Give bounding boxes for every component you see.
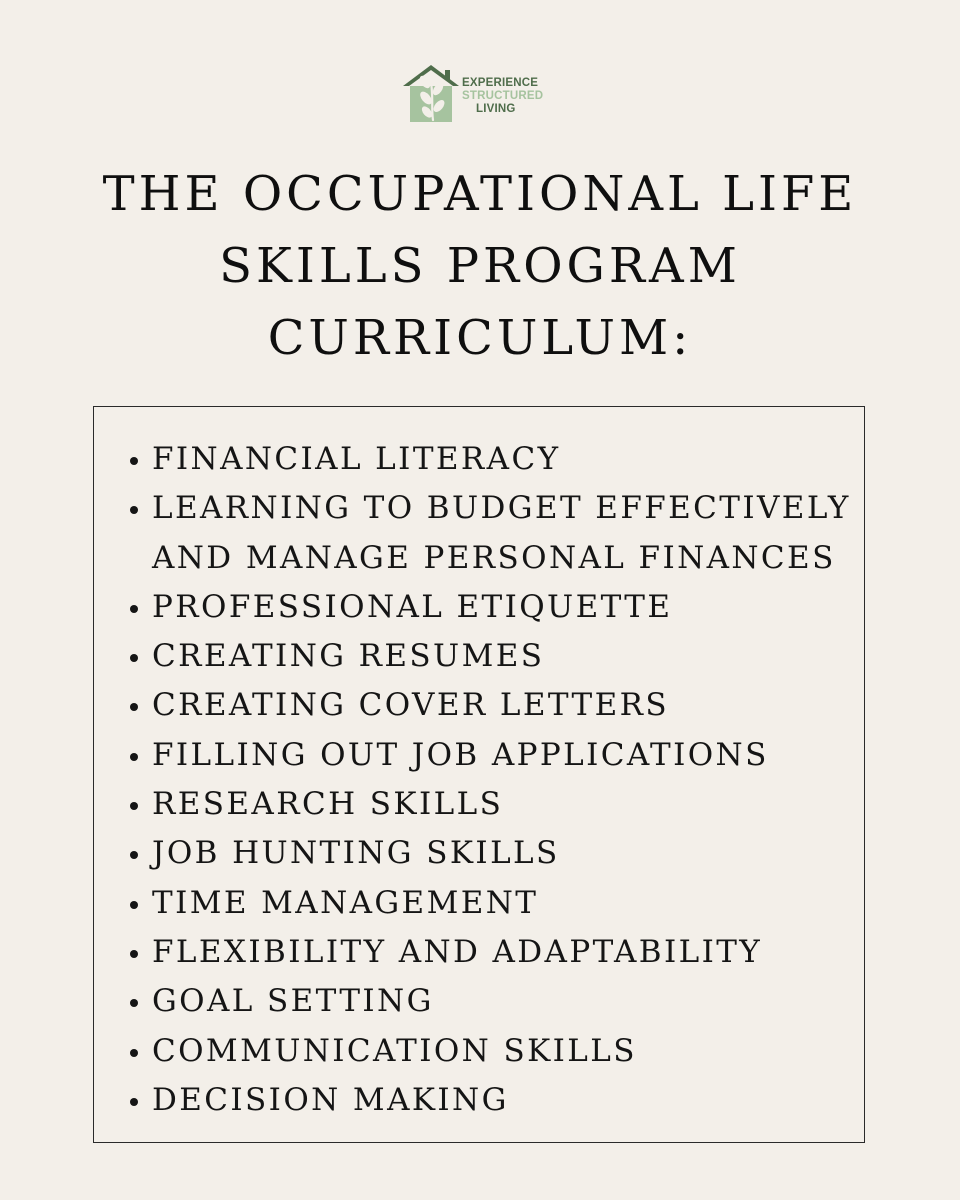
curriculum-box xyxy=(93,406,865,1143)
list-item-text: FLEXIBILITY AND ADAPTABILITY xyxy=(152,933,763,970)
title-line-2: SKILLS PROGRAM xyxy=(219,238,741,294)
list-item-text: TIME MANAGEMENT xyxy=(152,884,539,921)
list-item-text: PROFESSIONAL ETIQUETTE xyxy=(152,588,673,625)
list-item xyxy=(130,484,851,583)
bullet-icon xyxy=(130,753,138,761)
list-item xyxy=(130,879,851,928)
bullet-icon xyxy=(130,457,138,465)
list-item xyxy=(130,632,851,681)
list-item-text: RESEARCH SKILLS xyxy=(152,786,504,823)
bullet-icon xyxy=(130,605,138,613)
list-item-text: JOB HUNTING SKILLS xyxy=(152,835,560,872)
list-item xyxy=(130,731,851,780)
list-item xyxy=(130,1027,851,1076)
bullet-icon xyxy=(130,703,138,711)
bullet-icon xyxy=(130,802,138,810)
brand-line-living: LIVING xyxy=(476,103,516,115)
brand-wordmark xyxy=(462,77,543,116)
brand-logo xyxy=(400,62,570,124)
bullet-icon xyxy=(130,901,138,909)
list-item xyxy=(130,1076,851,1125)
bullet-icon xyxy=(130,950,138,958)
list-item-text: COMMUNICATION SKILLS xyxy=(152,1032,637,1069)
list-item-text: CREATING RESUMES xyxy=(152,638,545,675)
list-item xyxy=(130,829,851,878)
list-item xyxy=(130,928,851,977)
brand-line-structured: STRUCTURED xyxy=(462,90,544,102)
bullet-icon xyxy=(130,999,138,1007)
bullet-icon xyxy=(130,654,138,662)
house-with-leaves-icon xyxy=(400,62,462,124)
list-item-text: GOAL SETTING xyxy=(152,983,434,1020)
list-item-text: FILLING OUT JOB APPLICATIONS xyxy=(152,736,769,773)
curriculum-list xyxy=(130,435,851,1125)
list-item-text: FINANCIAL LITERACY xyxy=(152,441,561,477)
list-item-text: CREATING COVER LETTERS xyxy=(152,687,669,724)
bullet-icon xyxy=(130,851,138,859)
list-item-text: DECISION MAKING xyxy=(152,1081,509,1118)
list-item xyxy=(130,681,851,730)
list-item xyxy=(130,977,851,1026)
page-title xyxy=(0,158,960,374)
title-line-3: CURRICULUM: xyxy=(267,310,693,366)
list-item xyxy=(130,780,851,829)
bullet-icon xyxy=(130,1098,138,1106)
list-item xyxy=(130,583,851,632)
bullet-icon xyxy=(130,506,138,514)
list-item xyxy=(130,435,851,484)
bullet-icon xyxy=(130,1049,138,1057)
list-item-text: LEARNING TO BUDGET EFFECTIVELY AND MANAGE PERSONAL FINANCES xyxy=(152,490,851,576)
title-line-1: THE OCCUPATIONAL LIFE xyxy=(102,166,858,222)
brand-line-experience: EXPERIENCE xyxy=(462,77,539,89)
